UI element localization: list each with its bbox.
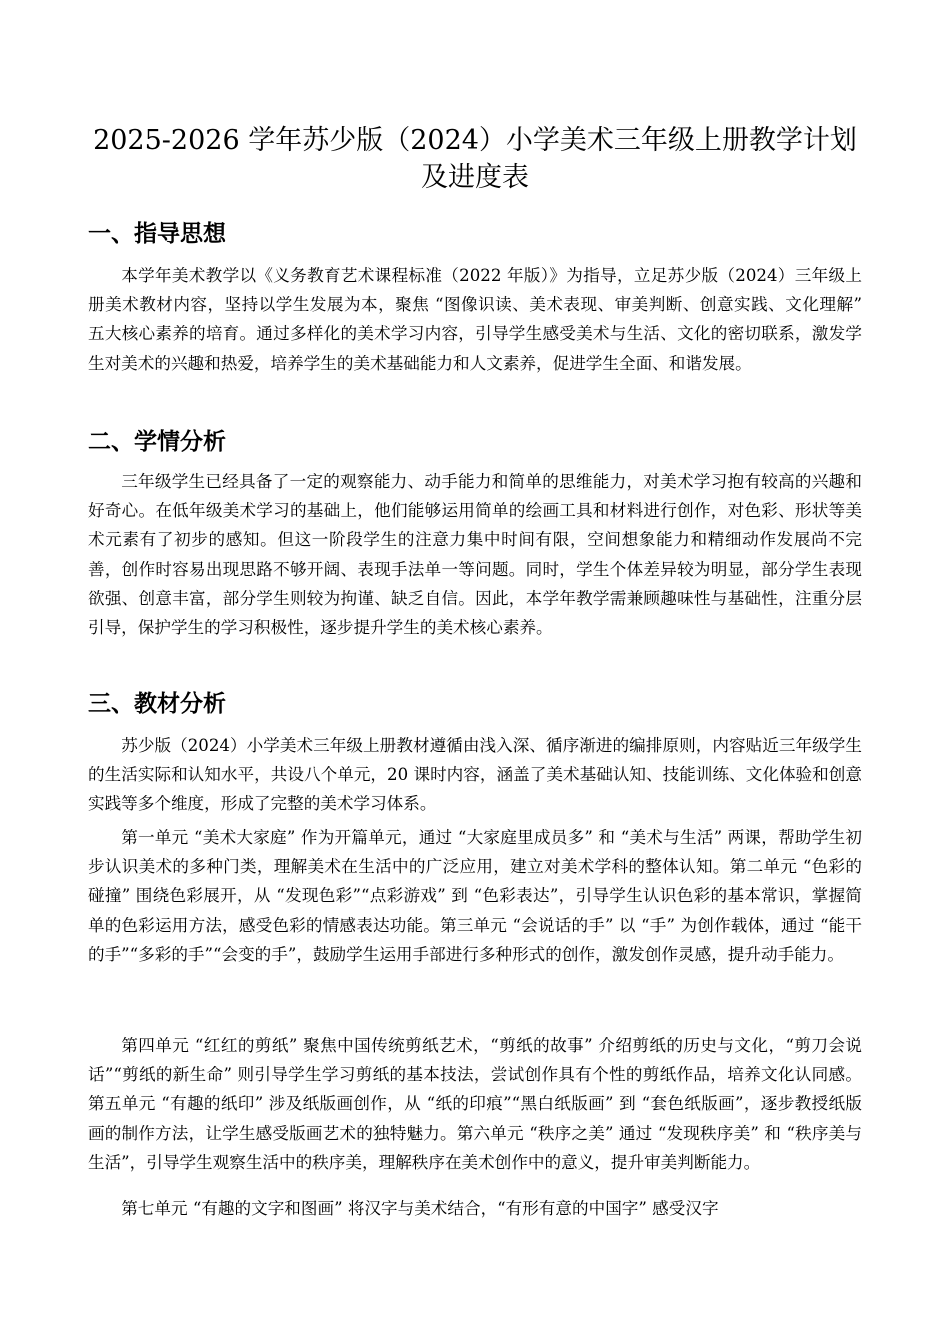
paragraph-unit-7: 第七单元 “有趣的文字和图画” 将汉字与美术结合，“有形有意的中国字” 感受汉字 [121, 1199, 719, 1218]
section-heading-guiding-idea: 一、指导思想 [88, 221, 226, 247]
paragraph-textbook-overview: 苏少版（2024）小学美术三年级上册教材遵循由浅入深、循序渐进的编排原则，内容贴近三年级学生的生活实际和认知水平，共设八个单元，20 课时内容，涵盖了美术基础认知、技能训练、文化体验和创意实践等多个维度，形成了完整的美术学习体系。 [88, 736, 862, 814]
paragraph-student-analysis: 三年级学生已经具备了一定的观察能力、动手能力和简单的思维能力，对美术学习抱有较高的兴趣和好奇心。在低年级美术学习的基础上，他们能够运用简单的绘画工具和材料进行创作，对色彩、形状等美术元素有了初步的感知。但这一阶段学生的注意力集中时间有限，空间想象能力和精细动作发展尚不完善，创作时容易出现思路不够开阔、表现手法单一等问题。同时，学生个体差异较为明显，部分学生表现欲强、创意丰富，部分学生则较为拘谨、缺乏自信。因此，本学年教学需兼顾趣味性与基础性，注重分层引导，保护学生的学习积极性，逐步提升学生的美术核心素养。 [88, 472, 862, 638]
document-title [60, 122, 890, 196]
paragraph-units-4-6: 第四单元 “红红的剪纸” 聚焦中国传统剪纸艺术，“剪纸的故事” 介绍剪纸的历史与文化，“剪刀会说话”“剪纸的新生命” 则引导学生学习剪纸的基本技法，尝试创作具有个性的剪纸作品，培养文化认同感。第五单元 “有趣的纸印” 涉及纸版画创作，从 “纸的印痕”“黑白纸版画” 到 “套色纸版画”，逐步教授纸版画的制作方法，让学生感受版画艺术的独特魅力。第六单元 “秩序之美” 通过 “发现秩序美” 和 “秩序美与生活”，引导学生观察生活中的秩序美，理解秩序在美术创作中的意义，提升审美判断能力。 [88, 1036, 862, 1172]
paragraph-units-1-3: 第一单元 “美术大家庭” 作为开篇单元，通过 “大家庭里成员多” 和 “美术与生活” 两课，帮助学生初步认识美术的多种门类，理解美术在生活中的广泛应用，建立对美术学科的整体认知。第二单元 “色彩的碰撞” 围绕色彩展开，从 “发现色彩”“点彩游戏” 到 “色彩表达”，引导学生认识色彩的基本常识，掌握简单的色彩运用方法，感受色彩的情感表达功能。第三单元 “会说话的手” 以 “手” 为创作载体，通过 “能干的手”“多彩的手”“会变的手”，鼓励学生运用手部进行多种形式的创作，激发创作灵感，提升动手能力。 [88, 828, 862, 964]
title-line-1: 2025-2026 学年苏少版（2024）小学美术三年级上册教学计划 [93, 125, 857, 156]
paragraph-guiding-idea: 本学年美术教学以《义务教育艺术课程标准（2022 年版）》为指导，立足苏少版（2024）三年级上册美术教材内容，坚持以学生发展为本，聚焦 “图像识读、美术表现、审美判断、创意实践、文化理解” 五大核心素养的培育。通过多样化的美术学习内容，引导学生感受美术与生活、文化的密切联系，激发学生对美术的兴趣和热爱，培养学生的美术基础能力和人文素养，促进学生全面、和谐发展。 [88, 266, 862, 373]
section-heading-student-analysis: 二、学情分析 [88, 429, 226, 455]
title-line-2: 及进度表 [421, 162, 529, 193]
section-heading-textbook-analysis: 三、教材分析 [88, 691, 226, 717]
